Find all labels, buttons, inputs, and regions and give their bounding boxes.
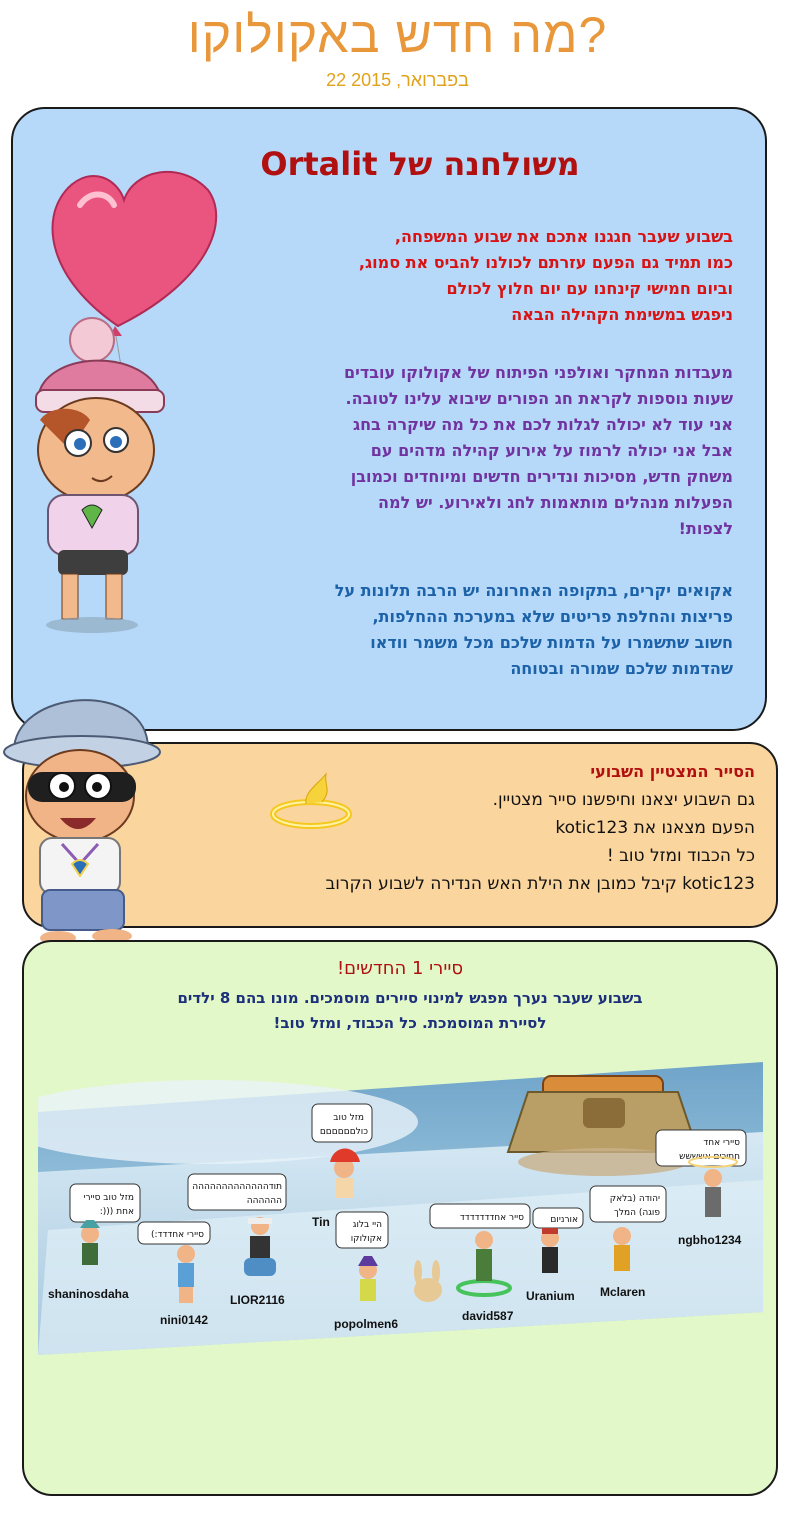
text-line: פריצות והחלפת פריטים שלא במערכת ההחלפות, <box>372 607 733 626</box>
text-line: משחק חדש, מסיכות ונדירים חדשים ומיוחדים וכמובן <box>350 467 733 486</box>
girl-avatar-icon <box>30 150 230 640</box>
bubble-text: יהודה (בלאק <box>609 1194 660 1204</box>
player-name: ngbho1234 <box>678 1233 742 1247</box>
bubble-text: חתיכים אשששש <box>679 1152 740 1162</box>
bubble-text: סייר אחדדדדדדד <box>459 1213 524 1223</box>
section1-paragraph-purple <box>263 360 733 542</box>
player-name: Tin <box>312 1215 330 1229</box>
speech-bubble <box>590 1186 666 1222</box>
text-line: אקואים יקרים, בתקופה האחרונה יש הרבה תלונות על <box>334 581 733 600</box>
section3-heading: סיירי 1 החדשים! <box>336 958 464 979</box>
speech-bubble <box>138 1222 210 1244</box>
bubble-text: סיירי אחד <box>703 1138 740 1148</box>
player-name: shaninosdaha <box>48 1287 129 1301</box>
bubble-text: פוגה) המלך <box>614 1208 660 1218</box>
text-line: שעות נוספות לקראת חג הפורים שיבוא עלינו לטובה. <box>345 389 733 408</box>
game-scene-screenshot <box>38 1062 763 1355</box>
text-line: כמו תמיד גם הפעם עזרתם לכולנו להביס את סמוג, <box>358 253 733 272</box>
player-name: nini0142 <box>160 1313 209 1327</box>
bubble-text: אקולוקו <box>350 1234 382 1244</box>
text-line: kotic123 קיבל כמובן את הילת האש הנדירה לשבוע הקרוב <box>325 874 755 894</box>
player-name: Mclaren <box>600 1285 646 1299</box>
speech-bubble <box>533 1208 583 1228</box>
text-line: גם השבוע יצאנו וחיפשנו סייר מצטיין. <box>492 790 755 810</box>
text-line: לצפות! <box>678 519 733 538</box>
bubble-text: :))) אחת <box>99 1207 134 1217</box>
player-name: popolmen6 <box>334 1317 399 1331</box>
avatar <box>541 1228 559 1273</box>
bubble-text: מזל טוב <box>333 1113 364 1123</box>
text-line: מעבדות המחקר ואולפני הפיתוח של אקולוקו עובדים <box>344 363 733 382</box>
text-line: אבל אני יכולה לרמוז על אירוע קהילה מדהים עם <box>370 441 733 460</box>
bubble-text: (:סיירי אחדדד <box>150 1230 204 1240</box>
text-line: וביום חמישי קינחנו עם יום חלוץ לכולם <box>446 279 733 298</box>
section1-heading: משולחנה של Ortalit <box>260 145 580 183</box>
bubble-text: תודההההההההההההה <box>192 1182 282 1192</box>
text-line: שהדמות שלכם שמורה ובטוחה <box>510 659 733 678</box>
speech-bubble <box>430 1204 530 1228</box>
text-line: אני עוד לא יכולה לגלות לכם את כל מה שיקרה בחג <box>353 415 733 434</box>
bubble-text: היי בלוג <box>352 1220 382 1230</box>
page-title: מה חדש באקולוקו? <box>187 7 608 63</box>
text-line: בשבוע שעבר נערך מפגש למינוי סיירים מוסמכים. מונו בהם 8 ילדים <box>177 989 643 1007</box>
publish-date: 22 בפברואר, 2015 <box>326 70 469 90</box>
bubble-text: הההההה <box>246 1196 282 1206</box>
player-name: david587 <box>462 1309 514 1323</box>
player-name: Uranium <box>526 1289 575 1303</box>
player-name: LIOR2116 <box>230 1293 285 1307</box>
bubble-text: אורניום <box>550 1215 578 1225</box>
bubble-text: מזל טוב סיירי <box>83 1193 134 1203</box>
text-line: לסיירת המוסמכת. כל הכבוד, ומזל טוב! <box>273 1014 547 1032</box>
section1-paragraph-red <box>263 224 733 328</box>
speech-bubble <box>656 1130 746 1166</box>
section2-heading: הסייר המצטיין השבועי <box>590 762 755 781</box>
speech-bubble <box>70 1184 140 1222</box>
avatar <box>177 1245 195 1303</box>
speech-bubble <box>312 1104 372 1142</box>
text-line: כל הכבוד ומזל טוב ! <box>606 846 755 866</box>
text-line: חשוב שתשמרו על הדמות שלכם מכל משמר וודאו <box>370 633 733 652</box>
section3-body <box>120 986 700 1036</box>
text-line: הפעם מצאנו את kotic123 <box>555 818 755 838</box>
section2-body <box>195 786 755 898</box>
speech-bubble <box>336 1212 388 1248</box>
bubble-text: כולםםםםםם <box>319 1127 368 1137</box>
boy-avatar-icon <box>0 668 180 958</box>
text-line: בשבוע שעבר חגגנו אתכם את שבוע המשפחה, <box>394 227 733 246</box>
speech-bubble <box>188 1174 286 1210</box>
text-line: הפעלות מנהלים מותאמות לחג ולאירוע. יש למה <box>378 493 733 512</box>
text-line: ניפגש במשימת הקהילה הבאה <box>511 305 733 324</box>
avatar <box>613 1227 631 1271</box>
section1-paragraph-blue <box>263 578 733 682</box>
